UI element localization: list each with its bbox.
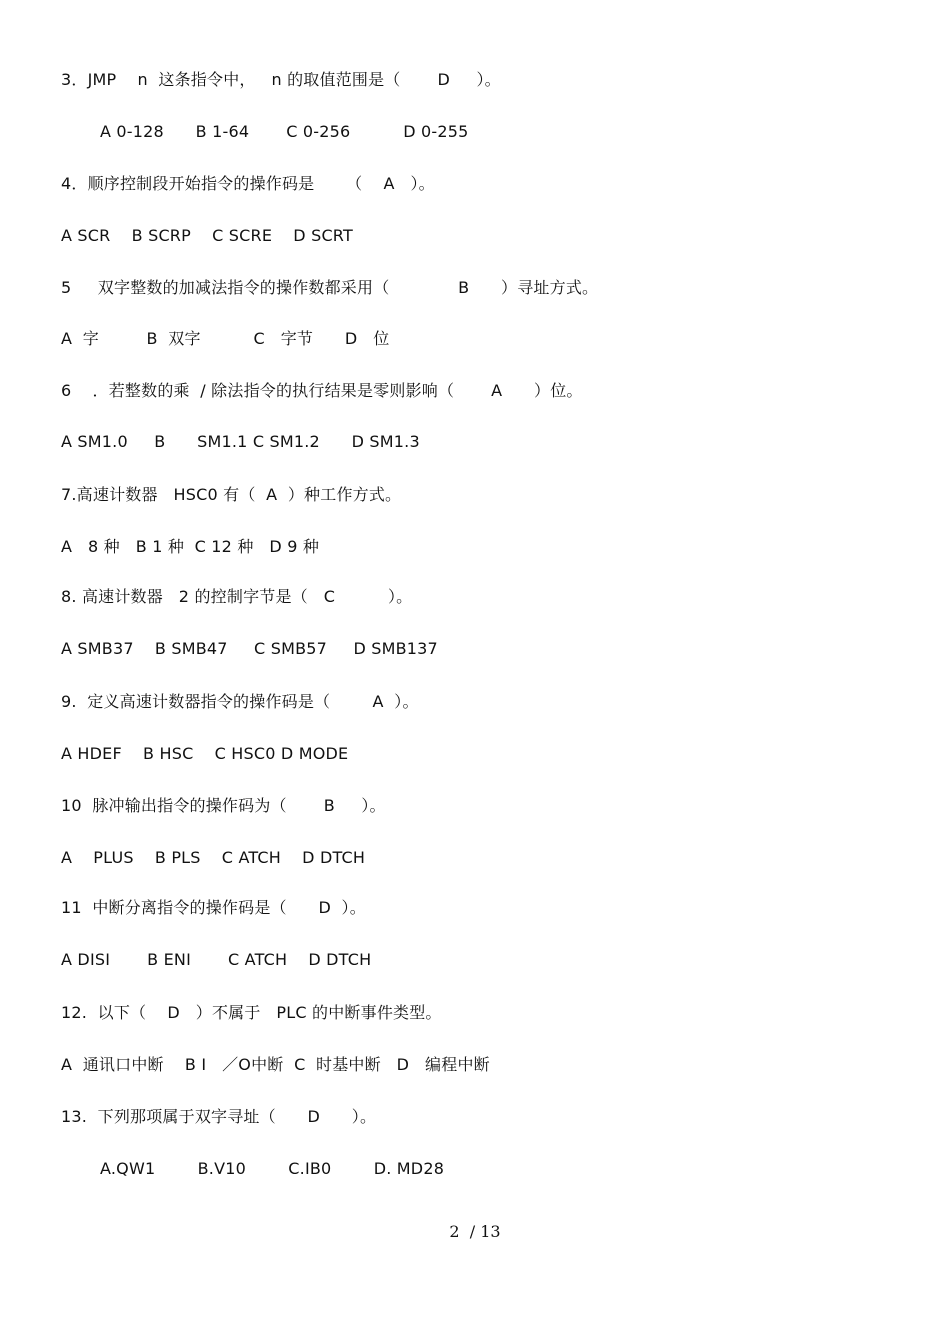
question-13: 13. 下列那项属于双字寻址（ D ）。 bbox=[61, 1107, 377, 1126]
page-total: / 13 bbox=[469, 1222, 501, 1241]
page-current: 2 bbox=[449, 1222, 460, 1241]
options-13: A.QW1 B.V10 C.IB0 D. MD28 bbox=[100, 1159, 445, 1178]
options-11: A DISI B ENI C ATCH D DTCH bbox=[61, 950, 372, 969]
question-4: 4．顺序控制段开始指令的操作码是 （ A ）。 bbox=[61, 174, 435, 193]
question-5: 5 双字整数的加减法指令的操作数都采用（ B ）寻址方式。 bbox=[61, 278, 599, 297]
page-number bbox=[0, 1222, 950, 1241]
question-9: 9. 定义高速计数器指令的操作码是（ A ）。 bbox=[61, 692, 419, 711]
question-12: 12. 以下（ D ）不属于 PLC 的中断事件类型。 bbox=[61, 1003, 442, 1022]
options-8: A SMB37 B SMB47 C SMB57 D SMB137 bbox=[61, 639, 438, 658]
question-7: 7.高速计数器 HSC0 有（ A ）种工作方式。 bbox=[61, 485, 402, 504]
options-3: A 0-128 B 1-64 C 0-256 D 0-255 bbox=[100, 122, 469, 141]
question-3: 3．JMP n 这条指令中， n 的取值范围是（ D ）。 bbox=[61, 70, 501, 89]
options-12: A 通讯口中断 B I ／O中断 C 时基中断 D 编程中断 bbox=[61, 1055, 490, 1074]
options-10: A PLUS B PLS C ATCH D DTCH bbox=[61, 848, 366, 867]
question-6: 6 ．若整数的乘 / 除法指令的执行结果是零则影响（ A ）位。 bbox=[61, 381, 583, 400]
options-6: A SM1.0 B SM1.1 C SM1.2 D SM1.3 bbox=[61, 432, 420, 451]
options-4: A SCR B SCRP C SCRE D SCRT bbox=[61, 226, 353, 245]
options-9: A HDEF B HSC C HSC0 D MODE bbox=[61, 744, 349, 763]
question-10: 10 脉冲输出指令的操作码为（ B ）。 bbox=[61, 796, 386, 815]
options-5: A 字 B 双字 C 字节 D 位 bbox=[61, 329, 390, 348]
question-8: 8. 高速计数器 2 的控制字节是（ C ）。 bbox=[61, 587, 413, 606]
options-7: A 8 种 B 1 种 C 12 种 D 9 种 bbox=[61, 537, 320, 556]
question-11: 11 中断分离指令的操作码是（ D ）。 bbox=[61, 898, 366, 917]
